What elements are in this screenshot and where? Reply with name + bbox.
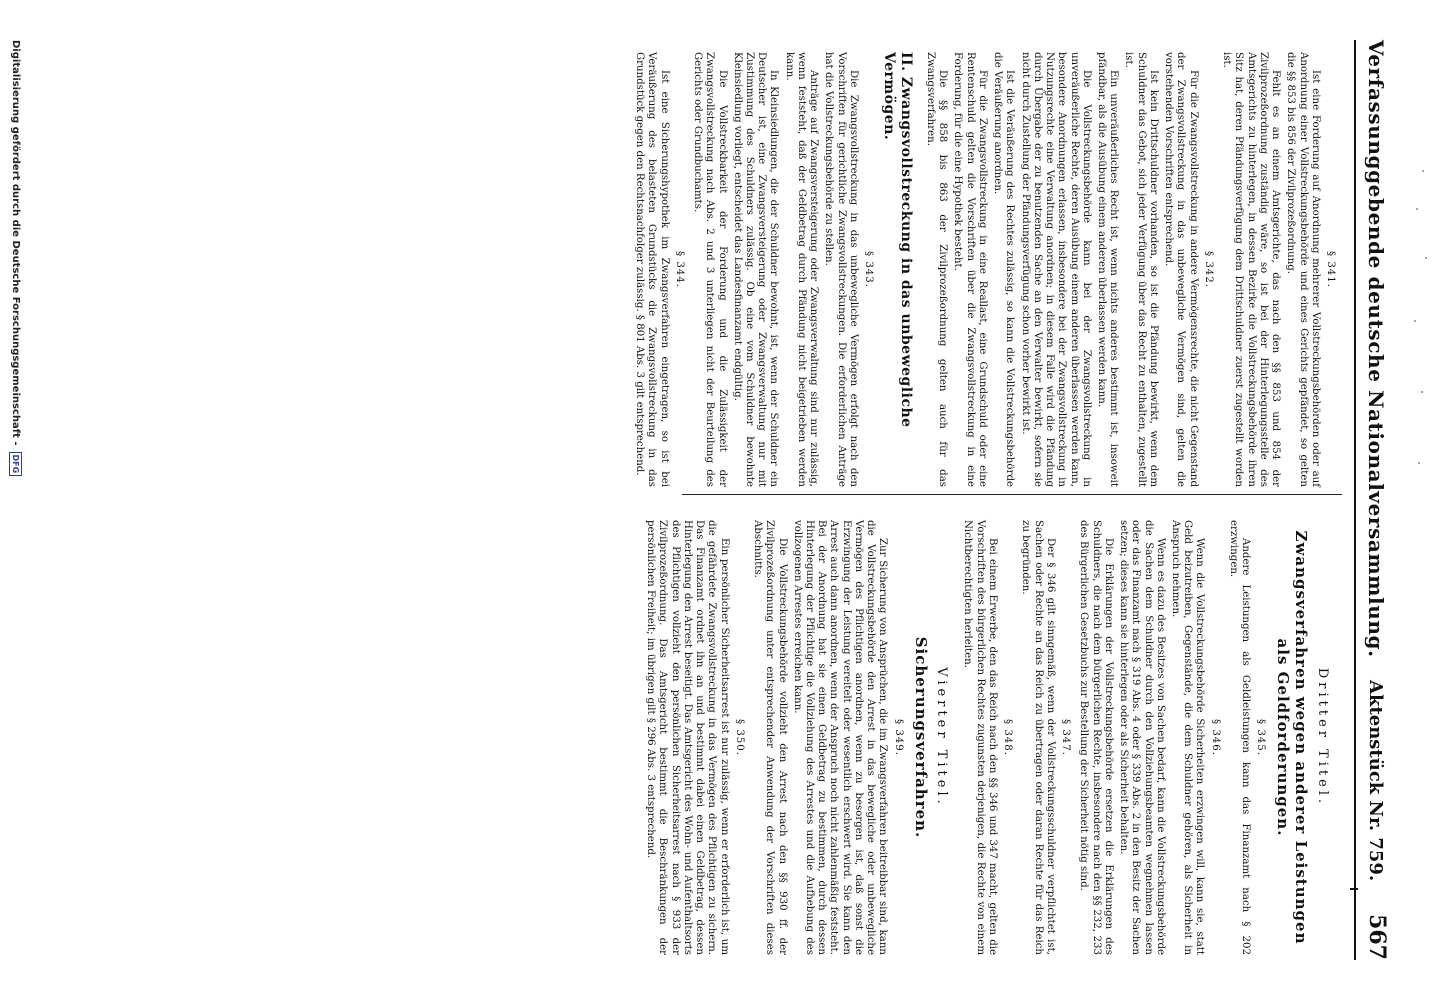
paragraph-number: § 347. bbox=[1060, 718, 1072, 756]
body-paragraph: Die Zwangsvollstreckung in das unbewegliche Vermögen erfolgt nach den Vorschriften für gerichtliche Zwangsvollstreckungen. Die erforderlichen Anträge hat die Vollstreckungsbehörde zu stellen. bbox=[823, 52, 859, 487]
body-paragraph: Der § 346 gilt sinngemäß, wenn der Vollstreckungsschuldner verpflichtet ist, Sachen oder Rechte an das Reich zu übertragen oder daran Rechte für das Reich zu begründen. bbox=[1020, 520, 1056, 955]
paragraph-number: § 345. bbox=[1255, 718, 1267, 756]
body-paragraph: Die Vollstreckungsbehörde vollzieht den Arrest nach den §§ 930 ff. der Zivilprozeßordnung unter entsprechender Anwendung der Vorschriften dieses Abschnitts. bbox=[752, 520, 788, 955]
body-paragraph: Anträge auf Zwangsversteigerung oder Zwangsverwaltung sind nur zulässig, wenn feststeht, daß der Geldbetrag durch Pfändung nicht beigetrieben werden kann. bbox=[783, 52, 820, 487]
paragraph-number: § 349. bbox=[892, 718, 904, 756]
dfg-logo: DFG bbox=[9, 452, 22, 477]
body-paragraph: Die Vollstreckungsbehörde kann bei der Zwangsvollstreckung in unveräußerliche Rechte, deren Ausübung einem anderen überlassen werden kann, besondere Anordnungen erlassen, insbesondere bei der Zwangsvollstreckung in Nutzungsrechte eine Verwaltung anordnen; in diesem Falle wird die Pfändung durch Übergabe der zu benutzenden Sache an den Verwalter bewirkt, sofern sie nicht durch Zustellung der Pfändungsverfügung schon vorher bewirkt ist. bbox=[1019, 52, 1092, 487]
header-rule-tick bbox=[1350, 888, 1358, 890]
body-paragraph: Ist kein Drittschuldner vorhanden, so ist die Pfändung bewirkt, wenn dem Schuldner das Gebot, sich jeder Verfügung über das Recht zu enthalten, zugestellt ist. bbox=[1123, 52, 1159, 487]
body-paragraph: Die Erklärungen der Vollstreckungsbehörde ersetzen die Erklärungen des Schuldners, die nach dem bürgerlichen Rechte, insbesondere nach den §§ 232, 233 des Bürgerlichen Gesetzbuchs zur Bestellung der Sicherheit nötig sind. bbox=[1078, 520, 1114, 955]
body-paragraph: Ist eine Forderung auf Anordnung mehrerer Vollstreckungsbehörden oder auf Anordnung einer Vollstreckungsbehörde und eines Gerichts gepfändet, so gelten die §§ 853 bis 856 der Zivilprozeßordnung. bbox=[1285, 52, 1321, 487]
body-paragraph: Bei einem Erwerbe, den das Reich nach den §§ 346 und 347 macht, gelten die Vorschriften des bürgerlichen Rechtes zugunsten derjenigen, die Rechte von einem Nichtberechtigten herleiten. bbox=[962, 520, 998, 955]
body-paragraph: Für die Zwangsvollstreckung in andere Vermögensrechte, die nicht Gegenstand der Zwangsvollstreckung in das unbewegliche Vermögen sind, gelten die vorstehenden Vorschriften entsprechend. bbox=[1163, 52, 1199, 487]
body-paragraph: Andere Leistungen als Geldleistungen kann das Finanzamt nach § 202 erzwingen. bbox=[1227, 520, 1252, 955]
paragraph-number: § 341. bbox=[1325, 250, 1336, 288]
title-heading: Zwangsverfahren wegen anderer Leistungen als Geldforderungen. bbox=[1274, 530, 1311, 945]
body-paragraph: Ist eine Sicherungshypothek im Zwangsverfahren eingetragen, so ist bei Veräußerung des belasteten Grundstücks die Zwangsvollstreckung in das Grundstück gegen den Rechtsnachfolger zulässig. § 801 Abs. 3 gilt entsprechend. bbox=[634, 52, 670, 487]
page-number: 567 bbox=[1364, 914, 1390, 960]
scan-noise bbox=[1410, 160, 1430, 560]
body-paragraph: Fehlt es an einem Amtsgerichte, das nach den §§ 853 und 854 der Zivilprozeßordnung zuständig wäre, so ist bei der Hinterlegungsstelle des Amtsgerichts zu hinterlegen, in dessen Bezirke die Vollstreckungsbehörde ihren Sitz hat, deren Pfändungsverfügung dem Drittschuldner zuerst zugestellt worden ist. bbox=[1221, 52, 1282, 487]
body-paragraph: Zur Sicherung von Ansprüchen, die im Zwangsverfahren beitreibbar sind, kann die Vollstreckungsbehörde den Arrest in das bewegliche oder unbewegliche Vermögen des Pflichtigen anordnen, wenn zu besorgen ist, daß sonst die Erzwingung der Leistung vereitelt oder wesentlich erschwert wird. Sie kann den Arrest auch dann anordnen, wenn der Anspruch noch nicht zahlenmäßig feststeht. Bei der Anordnung hat sie einen Geldbetrag zu bestimmen, durch dessen Hinterlegung der Pflichtige die Vollziehung des Arrestes und die Aufhebung des vollzogenen Arrestes erreichen kann. bbox=[791, 520, 889, 955]
paragraph-number: § 350. bbox=[733, 718, 745, 756]
right-column bbox=[641, 520, 1342, 955]
title-label: Vierter Titel. bbox=[934, 667, 950, 808]
body-paragraph: In Kleinsiedlungen, die der Schuldner bewohnt, ist, wenn der Schuldner ein Deutscher ist, eine Zwangsversteigerung oder Zwangsverwaltung nur mit Zustimmung des Schuldners zulässig. Ob eine vom Schuldner bewohnte Kleinsiedlung vorliegt, entscheidet das Landesfinanzamt endgültig. bbox=[731, 52, 780, 487]
title-heading: Sicherungsverfahren. bbox=[911, 636, 930, 839]
title-label: Dritter Titel. bbox=[1315, 667, 1330, 808]
body-paragraph: Die Vollstreckbarkeit der Forderung und die Zulässigkeit der Zwangsvollstreckung nach Abs. 2 und 3 unterliegen nicht der Beurteilung des Gerichts oder Grundbuchamts. bbox=[692, 52, 728, 487]
column-divider bbox=[682, 494, 1342, 495]
body-paragraph: Für die Zwangsvollstreckung in eine Reallast, eine Grundschuld oder eine Rentenschuld gelten die Vorschriften über die Zwangsvollstreckung in eine Forderung, für die eine Hypothek besteht. bbox=[952, 52, 988, 487]
digitization-credit bbox=[9, 40, 22, 960]
paragraph-number: § 344. bbox=[673, 250, 685, 288]
document-reference: Aktenstück Nr. 759. bbox=[1365, 680, 1386, 882]
paragraph-number: § 346. bbox=[1209, 718, 1221, 756]
paragraph-number: § 342. bbox=[1202, 250, 1214, 288]
left-column bbox=[630, 52, 1342, 487]
page-header bbox=[1354, 40, 1396, 960]
body-paragraph: Ist die Veräußerung des Rechtes zulässig, so kann die Vollstreckungsbehörde die Veräußerung anordnen. bbox=[992, 52, 1016, 487]
header-title: Verfassunggebende deutsche Nationalversammlung. bbox=[1364, 40, 1388, 658]
body-paragraph: Die §§ 858 bis 863 der Zivilprozeßordnung gelten auch für das Zwangsverfahren. bbox=[924, 52, 949, 487]
paragraph-number: § 348. bbox=[1002, 718, 1014, 756]
section-heading: II. Zwangsvollstreckung in das unbewegliche Vermögen. bbox=[880, 52, 914, 428]
paragraph-number: § 343. bbox=[863, 250, 875, 288]
credit-text: Digitalisierung gefördert durch die Deutsche Forschungsgemeinschaft - bbox=[10, 40, 22, 446]
body-paragraph: Wenn es dazu des Besitzes von Sachen bedarf, kann die Vollstreckungsbehörde die Sachen dem Schuldner durch den Vollziehungsbeamten wegnehmen lassen oder das Finanzamt nach § 319 Abs. 4 oder § 339 Abs. 2 in den Besitz der Sachen setzen; dieses kann sie hinterlegen oder als Sicherheit behalten. bbox=[1118, 520, 1166, 955]
body-paragraph: Ein unveräußerliches Recht ist, wenn nichts anderes bestimmt ist, insoweit pfändbar, als die Ausübung einem anderen überlassen werden kann. bbox=[1096, 52, 1120, 487]
body-paragraph: Wenn die Vollstreckungsbehörde Sicherheiten erzwingen will, kann sie, statt Geld beizutreiben, Gegenstände, die dem Schuldner gehören, als Sicherheit in Anspruch nehmen. bbox=[1170, 520, 1206, 955]
body-paragraph: Ein persönlicher Sicherheitsarrest ist nur zulässig, wenn er erforderlich ist, um die gefährdete Zwangsvollstreckung in das Vermögen des Pflichtigen zu sichern. Das Finanzamt ordnet ihn an und bestimmt dabei einen Geldbetrag, dessen Hinterlegung den Arrest beseitigt. Das Amtsgericht des Wohn- und Aufenthaltsorts des Pflichtigen vollzieht den persönlichen Sicherheitsarrest nach § 933 der Zivilprozeßordnung. Das Amtsgericht bestimmt die Beschränkungen der persönlichen Freiheit; im übrigen gilt § 296 Abs. 3 entsprechend. bbox=[645, 520, 730, 955]
